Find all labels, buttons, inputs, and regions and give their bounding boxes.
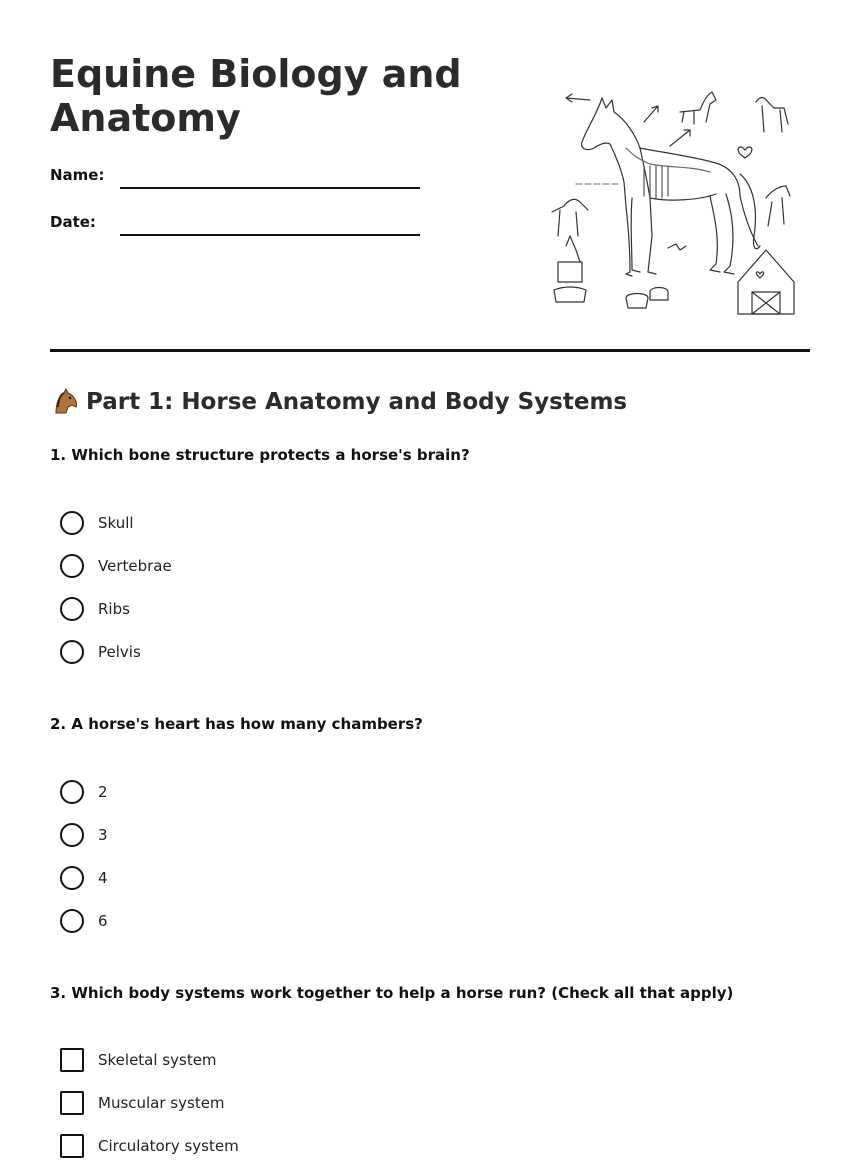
checkbox[interactable] [60, 1134, 84, 1158]
name-field[interactable] [120, 187, 420, 189]
horse-anatomy-illustration [540, 86, 805, 318]
checkbox[interactable] [60, 1048, 84, 1072]
part1-title: Part 1: Horse Anatomy and Body Systems [86, 389, 628, 415]
radio-button[interactable] [60, 866, 84, 890]
radio-button[interactable] [60, 597, 84, 621]
q1-option-skull[interactable] [60, 510, 134, 536]
option-label: Skeletal system [98, 1051, 217, 1069]
option-label: Vertebrae [98, 557, 172, 575]
option-label: 2 [98, 783, 108, 801]
option-label: Circulatory system [98, 1137, 239, 1155]
part1-heading [50, 387, 627, 417]
q2-option-6[interactable] [60, 908, 108, 934]
q1-option-vertebrae[interactable] [60, 553, 172, 579]
q2-option-2[interactable] [60, 779, 108, 805]
q3-option-muscular[interactable] [60, 1090, 225, 1116]
option-label: Pelvis [98, 643, 141, 661]
option-label: 4 [98, 869, 108, 887]
date-label: Date: [50, 213, 96, 231]
q1-option-pelvis[interactable] [60, 639, 141, 665]
horse-head-icon [50, 387, 80, 417]
option-label: Ribs [98, 600, 130, 618]
radio-button[interactable] [60, 511, 84, 535]
name-label: Name: [50, 166, 105, 184]
question-2: 2. A horse's heart has how many chambers? [50, 715, 423, 733]
option-label: 6 [98, 912, 108, 930]
radio-button[interactable] [60, 554, 84, 578]
radio-button[interactable] [60, 640, 84, 664]
q2-option-3[interactable] [60, 822, 108, 848]
worksheet-title: Equine Biology and Anatomy [50, 52, 462, 140]
q1-option-ribs[interactable] [60, 596, 130, 622]
option-label: Muscular system [98, 1094, 225, 1112]
radio-button[interactable] [60, 780, 84, 804]
date-field[interactable] [120, 234, 420, 236]
q2-option-4[interactable] [60, 865, 108, 891]
question-1: 1. Which bone structure protects a horse's brain? [50, 446, 470, 464]
radio-button[interactable] [60, 909, 84, 933]
section-divider [50, 349, 810, 352]
option-label: 3 [98, 826, 108, 844]
radio-button[interactable] [60, 823, 84, 847]
q3-option-circulatory[interactable] [60, 1133, 239, 1159]
question-3: 3. Which body systems work together to help a horse run? (Check all that apply) [50, 984, 734, 1002]
q3-option-skeletal[interactable] [60, 1047, 217, 1073]
checkbox[interactable] [60, 1091, 84, 1115]
option-label: Skull [98, 514, 134, 532]
